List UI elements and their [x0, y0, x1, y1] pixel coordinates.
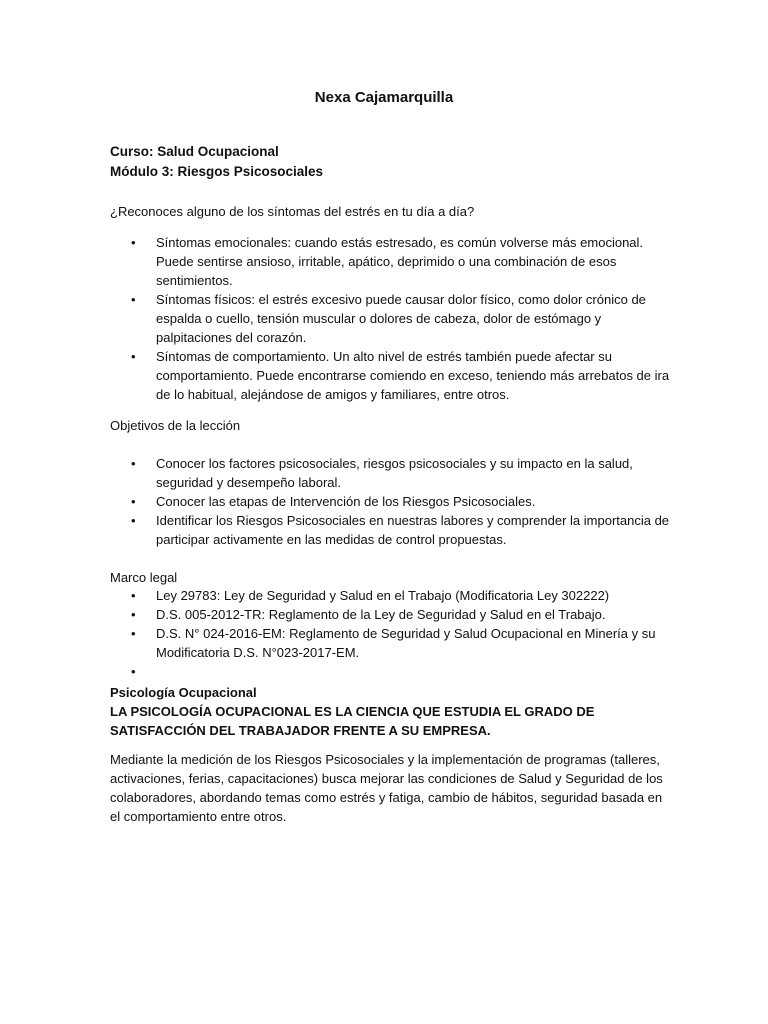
bullet-icon: •	[131, 292, 136, 307]
bullet-icon: •	[131, 664, 136, 679]
list-item	[110, 290, 670, 347]
list-item	[110, 662, 670, 681]
objectives-list	[110, 454, 670, 549]
symptom-text: Síntomas físicos: el estrés excesivo puede causar dolor físico, como dolor crónico de espalda o cuello, tensión muscular o dolores de cabeza, dolor de estómago y palpitaciones del corazón.	[156, 292, 646, 345]
objectives-heading: Objetivos de la lección	[110, 418, 241, 433]
list-item	[110, 347, 670, 404]
list-item	[110, 605, 670, 624]
list-item	[110, 511, 670, 549]
list-item	[110, 624, 670, 662]
list-item	[110, 492, 670, 511]
psychology-definition: LA PSICOLOGÍA OCUPACIONAL ES LA CIENCIA QUE ESTUDIA EL GRADO DE SATISFACCIÓN DEL TRABAJADOR FRENTE A SU EMPRESA.	[110, 704, 595, 738]
legal-heading: Marco legal	[110, 570, 178, 585]
objective-text: Identificar los Riesgos Psicosociales en nuestras labores y comprender la importancia de participar activamente en las medidas de control propuestas.	[156, 513, 670, 547]
bullet-icon: •	[131, 494, 136, 509]
objective-text: Conocer los factores psicosociales, riesgos psicosociales y su impacto en la salud, seguridad y desempeño laboral.	[156, 456, 633, 490]
list-item	[110, 586, 670, 605]
legal-text: D.S. 005-2012-TR: Reglamento de la Ley de Seguridad y Salud en el Trabajo.	[156, 607, 606, 622]
objective-text: Conocer las etapas de Intervención de los Riesgos Psicosociales.	[156, 494, 536, 509]
list-item	[110, 454, 670, 492]
legal-text: Ley 29783: Ley de Seguridad y Salud en el Trabajo (Modificatoria Ley 302222)	[156, 588, 610, 603]
bullet-icon: •	[131, 235, 136, 250]
document-title: Nexa Cajamarquilla	[314, 89, 454, 106]
bullet-icon: •	[131, 588, 136, 603]
course-label: Curso: Salud Ocupacional	[110, 144, 279, 159]
list-item	[110, 233, 670, 290]
module-label: Módulo 3: Riesgos Psicosociales	[110, 164, 324, 179]
symptom-text: Síntomas de comportamiento. Un alto nivel de estrés también puede afectar su comportamiento. Puede encontrarse comiendo en exceso, teniendo más arrebatos de ira de lo habitual, alejándose de amigos y familiares, entre otros.	[156, 349, 670, 402]
course-info	[110, 142, 670, 182]
bullet-icon: •	[131, 456, 136, 471]
psychology-paragraph: Mediante la medición de los Riesgos Psicosociales y la implementación de programas (talleres, activaciones, ferias, capacitaciones) busca mejorar las condiciones de Salud y Seguridad de los colaboradores, abordando temas como estrés y fatiga, cambio de hábitos, seguridad basada en el comportamiento entre otros.	[110, 752, 663, 824]
psychology-heading: Psicología Ocupacional	[110, 685, 257, 700]
legal-text: D.S. N° 024-2016-EM: Reglamento de Seguridad y Salud Ocupacional en Minería y su Modificatoria D.S. N°023-2017-EM.	[156, 626, 656, 660]
symptoms-list	[110, 233, 670, 404]
bullet-icon: •	[131, 513, 136, 528]
symptom-text: Síntomas emocionales: cuando estás estresado, es común volverse más emocional. Puede sentirse ansioso, irritable, apático, deprimido o una combinación de esos sentimientos.	[156, 235, 644, 288]
bullet-icon: •	[131, 607, 136, 622]
bullet-icon: •	[131, 626, 136, 641]
legal-list	[110, 586, 670, 681]
symptoms-question: ¿Reconoces alguno de los síntomas del estrés en tu día a día?	[110, 204, 475, 219]
bullet-icon: •	[131, 349, 136, 364]
